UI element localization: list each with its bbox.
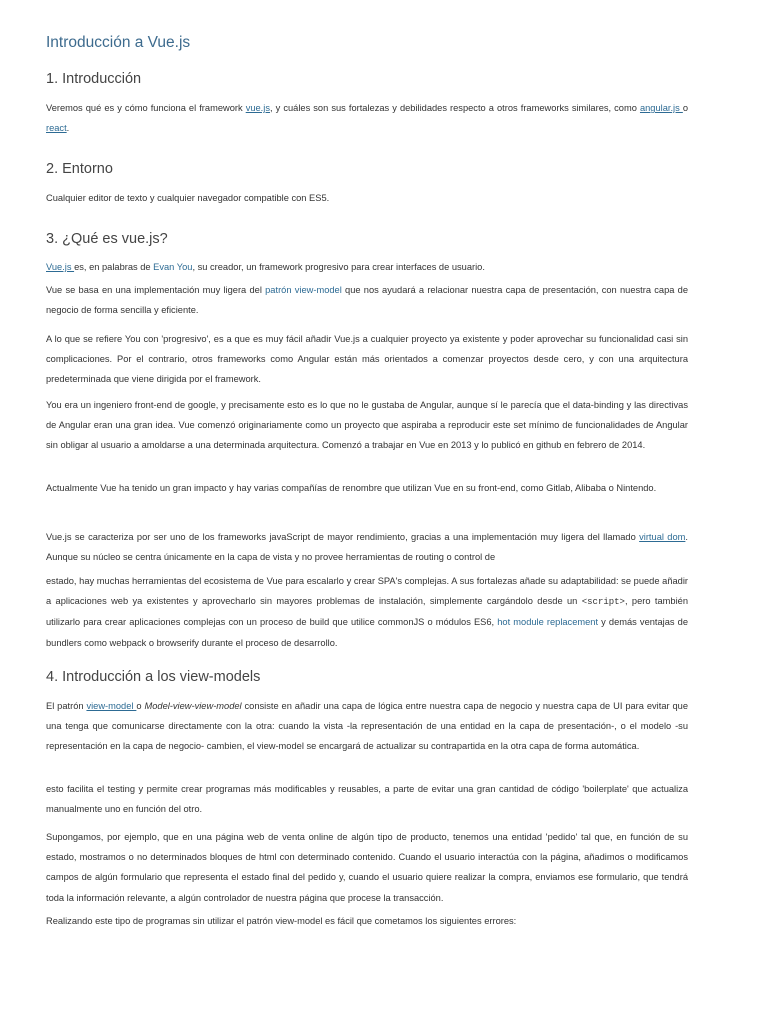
- text-run: consiste en añadir una capa de lógica entre nuestra capa de negocio y nuestra capa de UI para evitar que una tenga que comunicarse directamente con la otra: cuando la vista -la representación de una entidad en la capa de presentación-, o el modelo -su representación en la capa de negocio- cambien, el view-model se encargará de actualizar su contrapartida en la otra capa de forma automática.: [46, 701, 689, 752]
- paragraph-impacto: Actualmente Vue ha tenido un gran impacto y hay varias compañías de renombre que utilizan Vue en su front-end, como Gitlab, Alibaba o Nintendo.: [46, 483, 657, 493]
- document-title: Introducción a Vue.js: [46, 34, 191, 51]
- link-vuejs-site[interactable]: Vue.js: [46, 262, 75, 272]
- paragraph-introduccion: [46, 98, 688, 138]
- link-evan-you[interactable]: Evan You: [153, 262, 193, 272]
- text-run: es, en palabras de: [74, 262, 154, 272]
- emphasis-mvvm: Model-view-view-model: [144, 701, 242, 711]
- text-run: , pero también utilizarlo para crear aplicaciones complejas con un proceso de build que utilice commonJS o módulos ES6,: [46, 596, 688, 628]
- text-run: y demás ventajas de bundlers como webpack o browserify durante el proceso de desarrollo.: [46, 617, 688, 648]
- text-run: estado, hay muchas herramientas del ecosistema de Vue para escalarlo y crear SPA's complejas. A sus fortalezas añade su adaptabilidad: se puede añadir a aplicaciones web ya existentes y aprovecharlo sin mayores problemas de instalación, simplemente cargándolo desde un: [46, 576, 688, 607]
- paragraph-ejemplo-pedido: Supongamos, por ejemplo, que en una página web de venta online de algún tipo de producto, tenemos una entidad 'pedido' tal que, en función de su estado, mostramos o no determinados bloques de html con determinado contenido. Cuando el usuario interactúa con la página, añadimos o modificamos campos de algún formulario que representa el estado final del pedido y, cuando el usuario quiere realizar la compra, enviamos ese formulario, que tendrá toda la información relevante, a algún controlador de nuestra página que procese la transacción.: [46, 832, 688, 903]
- text-run: o: [682, 103, 689, 113]
- link-vuejs[interactable]: vue.js: [245, 103, 270, 113]
- text-run: , y cuáles son sus fortalezas y debilidades respecto a otros frameworks similares, como: [269, 103, 640, 113]
- paragraph-testing: esto facilita el testing y permite crear programas más modificables y reusables, a parte de evitar una gran cantidad de código 'boilerplate' que actualiza manualmente uno en función del otro.: [46, 784, 688, 815]
- text-run: . Aunque su núcleo se centra únicamente en la capa de vista y no provee herramientas de routing o control de: [46, 532, 688, 563]
- text-run: o: [136, 701, 145, 711]
- text-run: , su creador, un framework progresivo para crear interfaces de usuario.: [192, 262, 485, 272]
- paragraph-historia: You era un ingeniero front-end de google, y precisamente esto es lo que no le gustaba de Angular, aunque sí le parecía que el data-binding y las directivas de Angular eran una gran idea. Vue comenzó originariamente como un proyecto que aspiraba a reproducir este set mínimo de funcionalidades de Angular sin obligar al usuario a amoldarse a una determinada arquitectura. Comenzó a trabajar en Vue en 2013 y lo publicó en github en febrero de 2014.: [46, 400, 688, 451]
- link-react[interactable]: react: [46, 123, 67, 134]
- paragraph-errores: Realizando este tipo de programas sin utilizar el patrón view-model es fácil que cometamos los siguientes errores:: [46, 916, 517, 926]
- text-run: Vue.js se caracteriza por ser uno de los frameworks javaScript de mayor rendimiento, gracias a una implementación muy ligera del llamado: [46, 532, 640, 542]
- text-run: .: [66, 123, 70, 134]
- paragraph-patron-mvvm: [46, 696, 688, 757]
- paragraph-vuejs-definition: [46, 257, 688, 277]
- paragraph-view-model-intro: [46, 280, 688, 320]
- link-virtual-dom[interactable]: virtual dom: [639, 532, 686, 542]
- section-heading-entorno: 2. Entorno: [46, 161, 113, 177]
- paragraph-entorno: Cualquier editor de texto y cualquier navegador compatible con ES5.: [46, 193, 330, 203]
- link-patron-view-model[interactable]: patrón view-model: [265, 285, 342, 295]
- text-run: que nos ayudará a relacionar nuestra capa de presentación, con nuestra capa de negocio de forma sencilla y eficiente.: [46, 285, 689, 316]
- text-run: Veremos qué es y cómo funciona el framework: [46, 103, 246, 113]
- section-heading-introduccion: 1. Introducción: [46, 71, 142, 87]
- text-run: El patrón: [46, 701, 87, 711]
- link-angularjs[interactable]: angular.js: [639, 103, 683, 113]
- section-heading-view-models: 4. Introducción a los view-models: [46, 669, 261, 685]
- text-run: Vue se basa en una implementación muy ligera del: [46, 285, 266, 295]
- paragraph-ecosistema: [46, 571, 688, 653]
- section-heading-que-es-vuejs: 3. ¿Qué es vue.js?: [46, 231, 168, 247]
- link-view-model[interactable]: view-model: [86, 701, 137, 711]
- link-hot-module-replacement[interactable]: hot module replacement: [497, 617, 599, 628]
- paragraph-progresivo: A lo que se refiere You con 'progresivo', es a que es muy fácil añadir Vue.js a cualquier proyecto ya existente y poder aprovechar su funcionalidad casi sin complicaciones. Por el contrario, otros frameworks como Angular están más orientados a comenzar proyectos desde cero, y con una arquitectura predeterminada que viene dirigida por el framework.: [46, 334, 688, 385]
- paragraph-rendimiento: [46, 527, 688, 567]
- code-script-tag: <script>: [581, 597, 625, 608]
